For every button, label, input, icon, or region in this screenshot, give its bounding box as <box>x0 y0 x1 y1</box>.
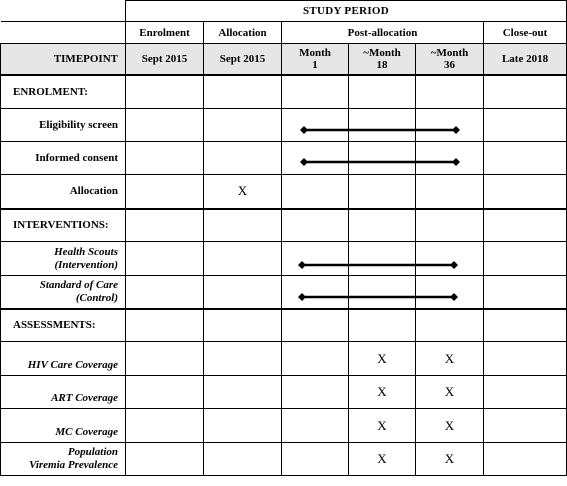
cell <box>126 209 204 242</box>
cell <box>282 142 349 175</box>
row-informed-consent: Informed consent <box>1 142 126 175</box>
art-month-18-mark: X <box>349 376 416 409</box>
cell <box>282 309 349 342</box>
art-month-36-mark: X <box>416 376 484 409</box>
cell <box>484 109 567 142</box>
cell <box>126 109 204 142</box>
cell <box>416 109 484 142</box>
cell <box>282 342 349 376</box>
cell <box>126 142 204 175</box>
cell <box>484 342 567 376</box>
cell <box>416 242 484 276</box>
cell <box>416 276 484 309</box>
cell <box>282 242 349 276</box>
cell <box>126 309 204 342</box>
cell <box>126 75 204 109</box>
row-viremia-line1: Population <box>67 446 118 458</box>
section-interventions: INTERVENTIONS: <box>1 209 126 242</box>
cell <box>484 376 567 409</box>
cell <box>416 309 484 342</box>
mc-month-36-mark: X <box>416 409 484 443</box>
cell <box>484 175 567 209</box>
cell <box>126 342 204 376</box>
timepoint-month-18-line1: ~Month <box>363 46 401 59</box>
row-standard-of-care <box>1 276 126 309</box>
viremia-month-18-mark: X <box>349 443 416 476</box>
cell <box>484 209 567 242</box>
cell <box>349 175 416 209</box>
cell <box>484 242 567 276</box>
cell <box>282 409 349 443</box>
timepoint-label: TIMEPOINT <box>1 44 126 75</box>
allocation-mark: X <box>204 175 282 209</box>
row-health-scouts-line2: (Intervention) <box>54 258 118 271</box>
cell <box>204 409 282 443</box>
corner-cell <box>1 22 126 44</box>
cell <box>204 75 282 109</box>
timepoint-month-36-line1: ~Month <box>430 46 469 59</box>
cell <box>126 242 204 276</box>
cell <box>126 443 204 476</box>
row-standard-of-care-line1: Standard of Care <box>39 278 118 291</box>
cell <box>349 276 416 309</box>
timepoint-month-1-line2: 1 <box>312 58 318 71</box>
corner-cell <box>1 1 126 22</box>
row-health-scouts-line1: Health Scouts <box>54 245 118 258</box>
timepoint-month-1-line1: Month <box>299 46 331 59</box>
cell <box>282 109 349 142</box>
row-mc-coverage: MC Coverage <box>1 409 126 443</box>
cell <box>484 309 567 342</box>
cell <box>484 409 567 443</box>
timepoint-close-out: Late 2018 <box>484 44 567 75</box>
mc-month-18-mark: X <box>349 409 416 443</box>
viremia-month-36-mark: X <box>416 443 484 476</box>
timepoint-month-36 <box>416 44 484 75</box>
row-health-scouts <box>1 242 126 276</box>
phase-close-out: Close-out <box>484 22 567 44</box>
cell <box>126 276 204 309</box>
cell <box>282 209 349 242</box>
cell <box>204 309 282 342</box>
cell <box>484 75 567 109</box>
cell <box>349 242 416 276</box>
cell <box>349 309 416 342</box>
hiv-care-month-18-mark: X <box>349 342 416 376</box>
row-allocation: Allocation <box>1 175 126 209</box>
row-standard-of-care-line2: (Control) <box>75 291 118 304</box>
row-population-viremia-prevalence <box>1 443 126 476</box>
section-enrolment: ENROLMENT: <box>1 75 126 109</box>
cell <box>204 443 282 476</box>
timepoint-allocation: Sept 2015 <box>204 44 282 75</box>
section-assessments: ASSESSMENTS: <box>1 309 126 342</box>
cell <box>204 376 282 409</box>
cell <box>484 276 567 309</box>
cell <box>204 242 282 276</box>
cell <box>282 276 349 309</box>
cell <box>349 109 416 142</box>
timepoint-enrolment: Sept 2015 <box>126 44 204 75</box>
cell <box>484 142 567 175</box>
row-art-coverage: ART Coverage <box>1 376 126 409</box>
phase-enrolment: Enrolment <box>126 22 204 44</box>
cell <box>416 175 484 209</box>
cell <box>416 75 484 109</box>
cell <box>204 276 282 309</box>
phase-post-allocation: Post-allocation <box>282 22 484 44</box>
cell <box>126 175 204 209</box>
cell <box>349 142 416 175</box>
hiv-care-month-36-mark: X <box>416 342 484 376</box>
timepoint-month-36-line2: 36 <box>444 58 455 71</box>
cell <box>204 342 282 376</box>
cell <box>204 209 282 242</box>
cell <box>282 75 349 109</box>
cell <box>349 75 416 109</box>
cell <box>204 142 282 175</box>
phase-allocation: Allocation <box>204 22 282 44</box>
timepoint-month-18-line2: 18 <box>376 58 388 71</box>
row-viremia-line2: Viremia Prevalence <box>29 459 118 471</box>
cell <box>126 376 204 409</box>
cell <box>282 376 349 409</box>
cell <box>282 175 349 209</box>
timepoint-month-18 <box>349 44 416 75</box>
cell <box>282 443 349 476</box>
cell <box>349 209 416 242</box>
cell <box>126 409 204 443</box>
cell <box>484 443 567 476</box>
study-period-heading: STUDY PERIOD <box>126 1 567 22</box>
row-hiv-care-coverage: HIV Care Coverage <box>1 342 126 376</box>
cell <box>416 142 484 175</box>
row-eligibility-screen: Eligibility screen <box>1 109 126 142</box>
cell <box>416 209 484 242</box>
cell <box>204 109 282 142</box>
timepoint-month-1 <box>282 44 349 75</box>
